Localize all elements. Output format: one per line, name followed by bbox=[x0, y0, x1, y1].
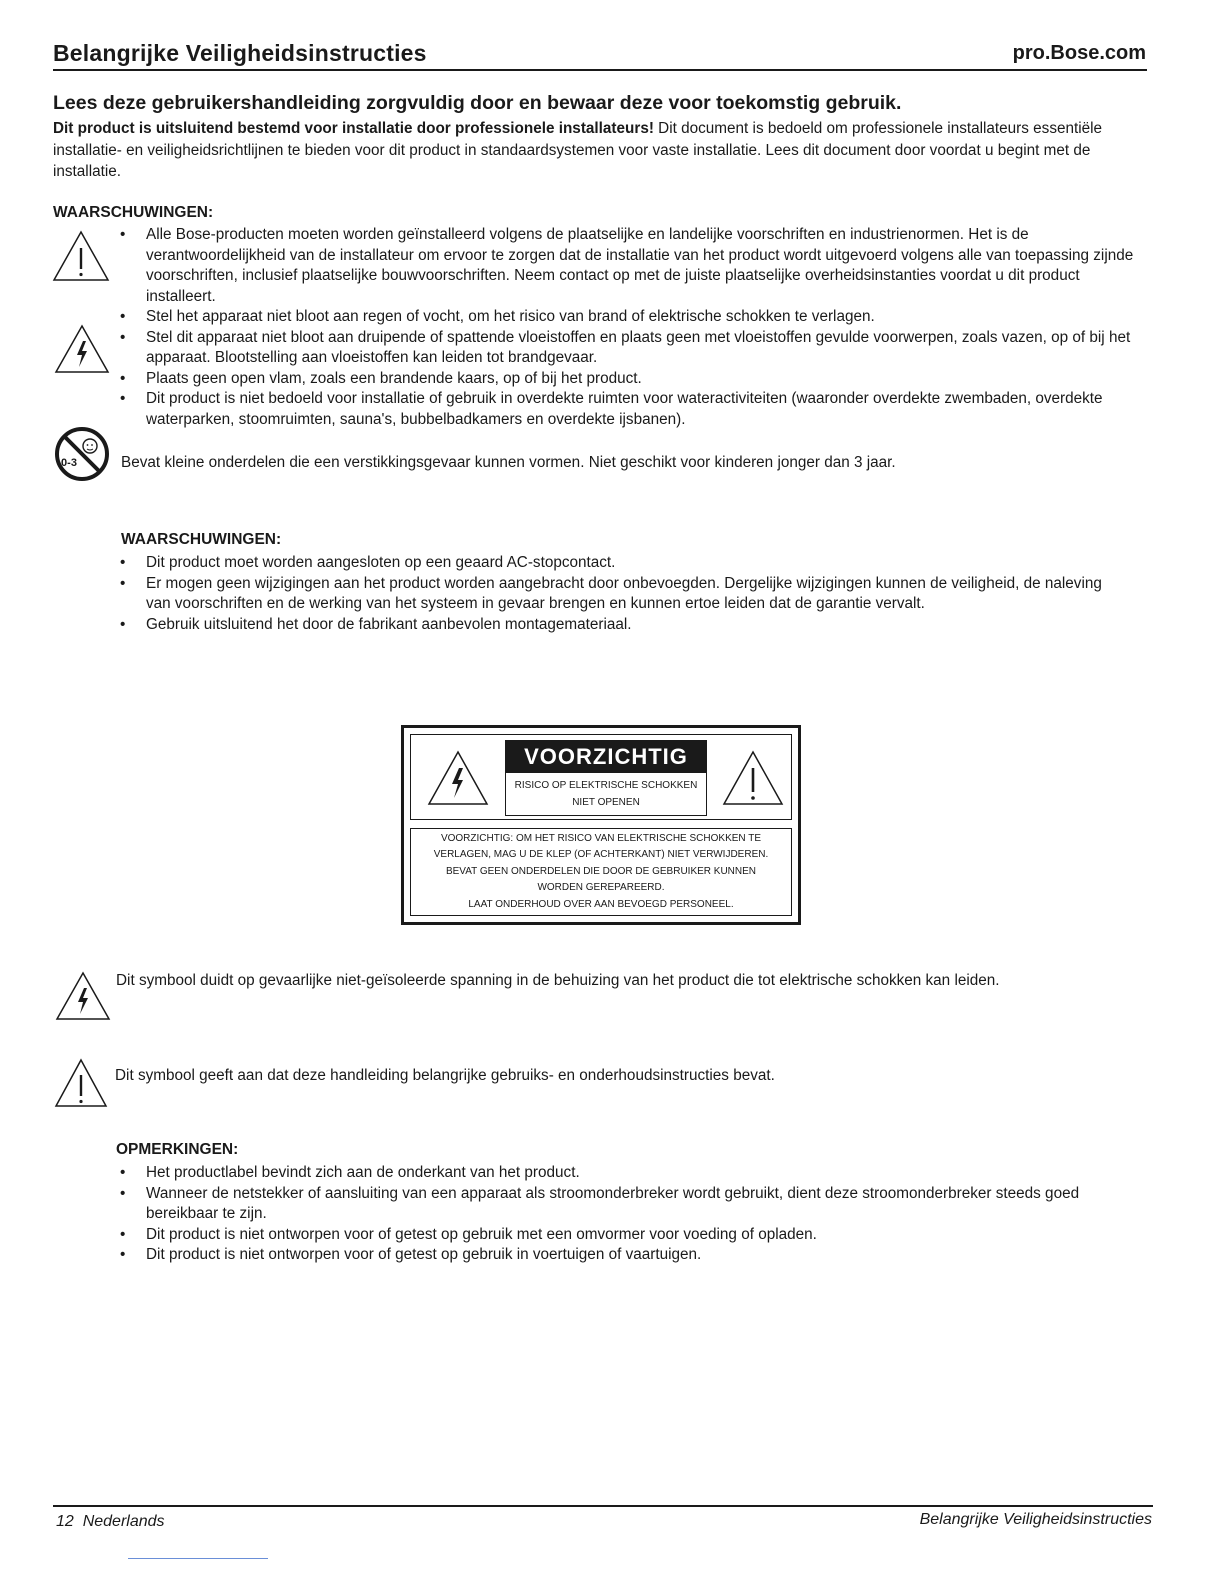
intro-heading: Lees deze gebruikershandleiding zorgvuldig door en bewaar deze voor toekomstig gebruik. bbox=[53, 92, 902, 114]
choking-age-label: 0-3 bbox=[61, 457, 77, 469]
header-divider bbox=[53, 69, 1147, 71]
caution-risk-line: NIET OPENEN bbox=[572, 797, 640, 808]
list-item: • Dit product is niet bedoeld voor installatie of gebruik in overdekte ruimten voor wateractiviteiten (waaronder overdekte zwembaden, overdekte waterparken, stoomruimten, sauna's, bubbelbadkamers en overdekte ijsbanen). bbox=[120, 389, 1145, 430]
warnings-label-1: WAARSCHUWINGEN: bbox=[53, 204, 214, 221]
list-item: • Wanneer de netstekker of aansluiting van een apparaat als stroomonderbreker wordt gebruikt, dient deze stroomonderbreker steeds goed bereikbaar te zijn. bbox=[120, 1184, 1145, 1225]
list-item: • Stel dit apparaat niet bloot aan druipende of spattende vloeistoffen en plaats geen met vloeistoffen gevulde voorwerpen, zoals vazen, op of bij het apparaat. Blootstelling aan vloeistoffen kan leiden tot brandgevaar. bbox=[120, 328, 1145, 369]
caution-body-line: WORDEN GEREPAREERD. bbox=[537, 882, 665, 894]
caution-body-line: BEVAT GEEN ONDERDELEN DIE DOOR DE GEBRUIKER KUNNEN bbox=[445, 865, 757, 877]
choking-hazard-icon bbox=[54, 426, 110, 482]
caution-risk-text bbox=[506, 777, 706, 811]
scan-artifact-line bbox=[128, 1558, 268, 1559]
list-item: • Het productlabel bevindt zich aan de onderkant van het product. bbox=[120, 1163, 1145, 1184]
lightning-symbol-text: Dit symbool duidt op gevaarlijke niet-geïsoleerde spanning in de behuizing van het product die tot elektrische schokken kan leiden. bbox=[116, 972, 1000, 989]
warnings-list-1 bbox=[120, 225, 1145, 430]
notes-label: OPMERKINGEN: bbox=[116, 1141, 239, 1158]
caution-title: VOORZICHTIG bbox=[506, 741, 706, 773]
exclamation-warning-icon bbox=[51, 229, 111, 283]
site-link[interactable]: pro.Bose.com bbox=[1012, 42, 1146, 64]
list-item: • Er mogen geen wijzigingen aan het product worden aangebracht door onbevoegden. Dergelijke wijzigingen kunnen de veiligheid, de naleving van voorschriften en de werking van het systeem in gevaar brengen en kunnen ertoe leiden dat de garantie vervalt. bbox=[120, 574, 1120, 615]
page-number: 12 bbox=[56, 1513, 74, 1530]
footer-divider bbox=[53, 1505, 1153, 1507]
exclamation-warning-icon bbox=[721, 749, 785, 807]
intro-paragraph bbox=[53, 118, 1143, 183]
page-title: Belangrijke Veiligheidsinstructies bbox=[53, 40, 427, 66]
list-item: • Dit product is niet ontworpen voor of getest op gebruik met een omvormer voor voeding of opladen. bbox=[120, 1225, 1145, 1246]
lightning-warning-icon bbox=[426, 749, 490, 807]
list-item: • Gebruik uitsluitend het door de fabrikant aanbevolen montagemateriaal. bbox=[120, 615, 1120, 636]
footer-language: Nederlands bbox=[82, 1513, 165, 1530]
caution-bottom-panel bbox=[410, 828, 792, 916]
caution-risk-line: RISICO OP ELEKTRISCHE SCHOKKEN bbox=[514, 780, 698, 791]
intro-text: Dit document is bedoeld om professionele installateurs essentiële installatie- en veiligheidsrichtlijnen te bieden voor dit product in standaardsystemen voor vaste installatie. Lees dit document door voordat u begint met de installatie. bbox=[53, 120, 1103, 180]
intro-bold-lead: Dit product is uitsluitend bestemd voor installatie door professionele installateurs! bbox=[53, 120, 654, 137]
footer-page-info bbox=[56, 1513, 165, 1531]
exclamation-warning-icon bbox=[53, 1057, 109, 1109]
caution-label bbox=[401, 725, 801, 925]
list-item: • Dit product is niet ontworpen voor of getest op gebruik in voertuigen of vaartuigen. bbox=[120, 1245, 1145, 1266]
list-item: • Stel het apparaat niet bloot aan regen of vocht, om het risico van brand of elektrische schokken te verlagen. bbox=[120, 307, 1145, 328]
caution-body-text bbox=[434, 831, 769, 914]
notes-list bbox=[120, 1163, 1145, 1266]
warnings-label-2: WAARSCHUWINGEN: bbox=[121, 531, 282, 548]
list-item: • Alle Bose-producten moeten worden geïnstalleerd volgens de plaatselijke en landelijke voorschriften en industrienormen. Het is de verantwoordelijkheid van de installateur om ervoor te zorgen dat de installatie van het product wordt uitgevoerd volgens alle van toepassing zijnde voorschriften, inclusief plaatselijke bouwvoorschriften. Neem contact op met de juiste plaatselijke overheidsinstanties voordat u dit product installeert. bbox=[120, 225, 1145, 307]
choking-hazard-text: Bevat kleine onderdelen die een verstikkingsgevaar kunnen vormen. Niet geschikt voor kinderen jonger dan 3 jaar. bbox=[121, 454, 896, 471]
caution-body-line: VOORZICHTIG: OM HET RISICO VAN ELEKTRISCHE SCHOKKEN TE bbox=[440, 832, 762, 844]
list-item: • Plaats geen open vlam, zoals een brandende kaars, op of bij het product. bbox=[120, 369, 1145, 390]
list-item: • Dit product moet worden aangesloten op een geaard AC-stopcontact. bbox=[120, 553, 1120, 574]
caution-body-line: VERLAGEN, MAG U DE KLEP (OF ACHTERKANT) NIET VERWIJDEREN. bbox=[433, 849, 769, 861]
lightning-warning-icon bbox=[53, 323, 111, 375]
warnings-list-2 bbox=[120, 553, 1120, 635]
lightning-warning-icon bbox=[54, 970, 112, 1022]
caution-top-panel bbox=[410, 734, 792, 820]
exclamation-symbol-text: Dit symbool geeft aan dat deze handleiding belangrijke gebruiks- en onderhoudsinstructies bevat. bbox=[115, 1067, 775, 1084]
footer-section-title: Belangrijke Veiligheidsinstructies bbox=[919, 1511, 1152, 1528]
caution-badge bbox=[505, 740, 707, 816]
caution-body-line: LAAT ONDERHOUD OVER AAN BEVOEGD PERSONEEL. bbox=[468, 898, 734, 910]
